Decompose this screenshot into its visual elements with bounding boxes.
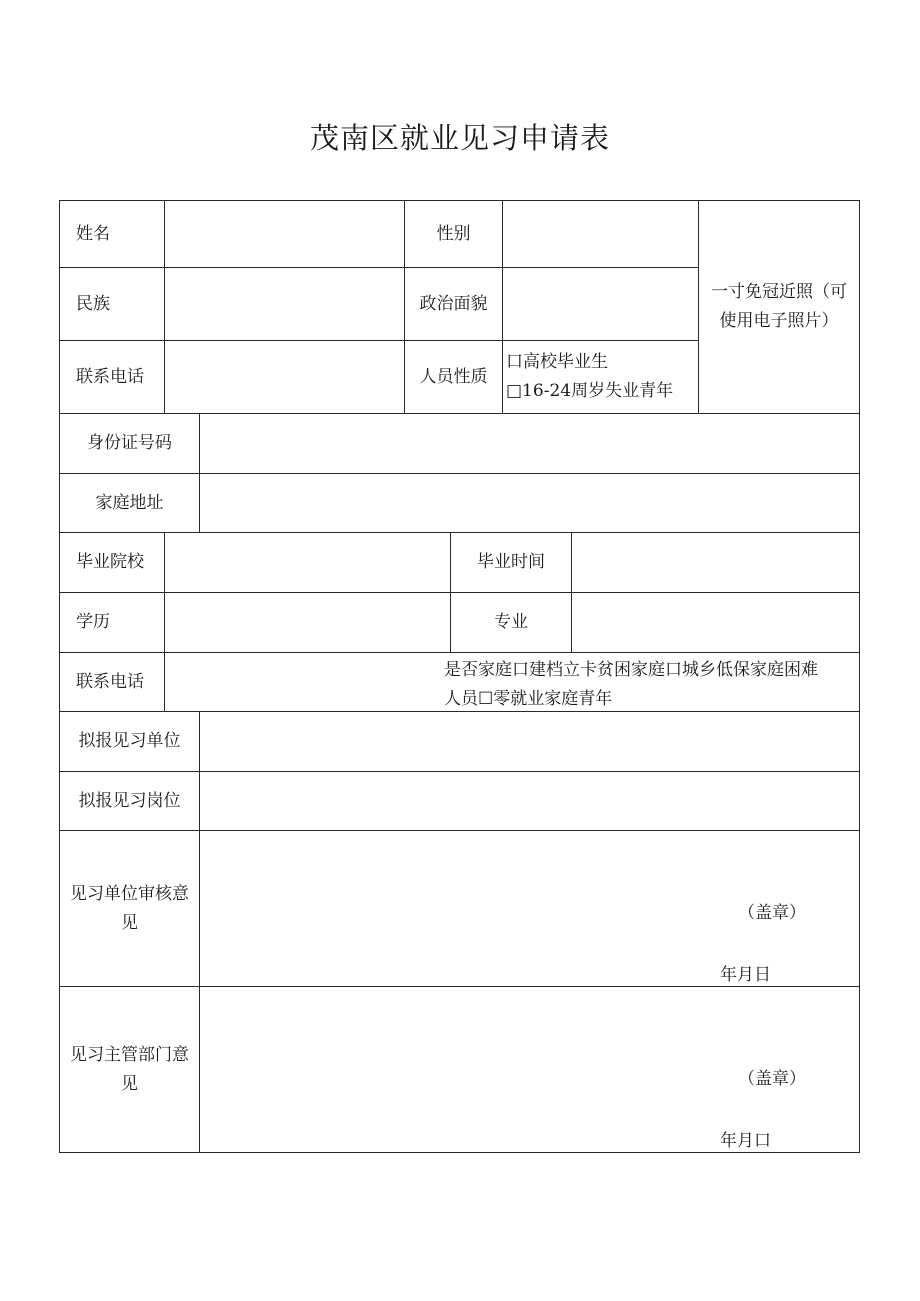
label-phone-2: 联系电话 xyxy=(76,671,144,692)
education-field[interactable] xyxy=(165,593,450,652)
id-number-field[interactable] xyxy=(200,414,859,473)
gender-field[interactable] xyxy=(503,201,698,267)
label-ethnicity: 民族 xyxy=(76,293,110,314)
family-status-line1[interactable]: 是否家庭口建档立卡贫困家庭口城乡低保家庭困难 xyxy=(444,660,818,680)
label-dept-review xyxy=(60,987,199,1152)
unit-review-date: 年月日 xyxy=(720,965,771,985)
label-school: 毕业院校 xyxy=(76,552,144,572)
label-post: 拟报见习岗位 xyxy=(78,790,181,811)
label-gender: 性别 xyxy=(436,223,471,244)
photo-note-line2: 使用电子照片） xyxy=(719,311,839,331)
label-unit: 拟报见习单位 xyxy=(78,731,181,751)
page-title: 茂南区就业见习申请表 xyxy=(309,121,610,155)
label-grad-time: 毕业时间 xyxy=(477,552,545,572)
label-unit-review xyxy=(60,831,199,986)
unit-field[interactable] xyxy=(200,712,859,771)
ethnicity-field[interactable] xyxy=(165,268,404,340)
label-major: 专业 xyxy=(494,612,528,632)
unit-review-seal: （盖章） xyxy=(738,903,806,923)
label-name: 姓名 xyxy=(76,223,110,244)
person-type-options xyxy=(503,341,698,413)
label-phone: 联系电话 xyxy=(76,366,144,387)
label-dept-review-line2: 见 xyxy=(121,1073,138,1094)
label-person-type: 人员性质 xyxy=(419,366,488,387)
label-political: 政治面貌 xyxy=(419,293,488,314)
checkbox-unemployed-youth[interactable]: □16-24周岁失业青年 xyxy=(506,381,674,401)
label-unit-review-line2: 见 xyxy=(121,912,138,933)
table-border-right xyxy=(859,200,860,1153)
phone-field[interactable] xyxy=(165,341,404,413)
major-field[interactable] xyxy=(572,593,859,652)
label-education: 学历 xyxy=(76,612,110,632)
dept-review-date: 年月口 xyxy=(720,1131,771,1151)
family-status-line2[interactable]: 人员☐零就业家庭青年 xyxy=(444,689,613,709)
address-field[interactable] xyxy=(200,474,859,532)
dept-review-seal: （盖章） xyxy=(738,1069,806,1089)
label-id-number: 身份证号码 xyxy=(87,433,172,453)
school-field[interactable] xyxy=(165,533,450,592)
photo-note-line1: 一寸免冠近照（可 xyxy=(711,282,847,302)
name-field[interactable] xyxy=(165,201,404,267)
political-field[interactable] xyxy=(503,268,698,340)
label-dept-review-line1: 见习主管部门意 xyxy=(70,1044,189,1065)
label-unit-review-line1: 见习单位审核意 xyxy=(70,883,189,904)
photo-area[interactable] xyxy=(699,201,859,413)
post-field[interactable] xyxy=(200,772,859,830)
checkbox-graduate[interactable]: 口高校毕业生 xyxy=(506,352,608,372)
grad-time-field[interactable] xyxy=(572,533,859,592)
label-address: 家庭地址 xyxy=(95,492,164,513)
